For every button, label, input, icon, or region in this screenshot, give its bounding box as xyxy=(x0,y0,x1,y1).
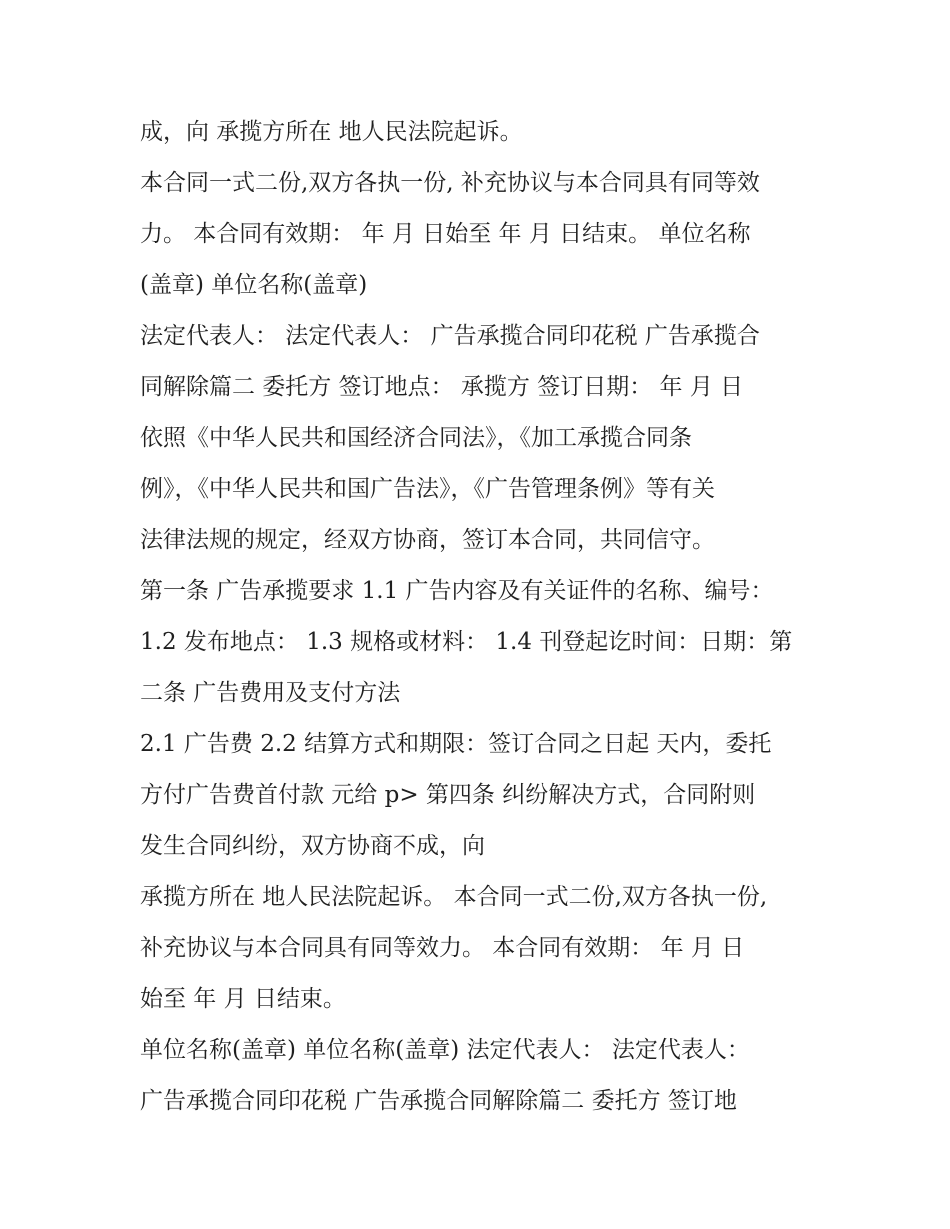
text-line: 成，向 承揽方所在 地人民法院起诉。 xyxy=(140,119,523,145)
text-line: 例》，《中华人民共和国广告法》，《广告管理条例》等有关 xyxy=(140,476,715,502)
text-line: 二条 广告费用及支付方法 xyxy=(140,680,401,706)
text-line: 方付广告费首付款 元给 p> 第四条 纠纷解决方式，合同附则 xyxy=(140,782,756,808)
text-line: 补充协议与本合同具有同等效力。 本合同有效期： 年 月 日 xyxy=(140,935,745,961)
text-line: 法律法规的规定，经双方协商，签订本合同，共同信守。 xyxy=(140,527,715,553)
text-line: 2.1 广告费 2.2 结算方式和期限：签订合同之日起 天内，委托 xyxy=(140,731,772,757)
text-line: 本合同一式二份,双方各执一份, 补充协议与本合同具有同等效 xyxy=(140,170,760,196)
text-line: 力。 本合同有效期： 年 月 日始至 年 月 日结束。 单位名称 xyxy=(140,221,751,247)
text-line: (盖章) 单位名称(盖章) xyxy=(140,272,368,298)
text-line: 承揽方所在 地人民法院起诉。 本合同一式二份,双方各执一份, xyxy=(140,884,768,910)
text-line: 依照《中华人民共和国经济合同法》，《加工承揽合同条 xyxy=(140,425,692,451)
text-line: 发生合同纠纷，双方协商不成，向 xyxy=(140,833,485,859)
text-line: 始至 年 月 日结束。 xyxy=(140,986,346,1012)
text-line: 同解除篇二 委托方 签订地点： 承揽方 签订日期： 年 月 日 xyxy=(140,374,744,400)
text-line: 法定代表人： 法定代表人： 广告承揽合同印花税 广告承揽合 xyxy=(140,323,760,349)
document-body xyxy=(140,107,830,1127)
text-line: 1.2 发布地点： 1.3 规格或材料： 1.4 刊登起讫时间：日期：第 xyxy=(140,629,793,655)
text-line: 第一条 广告承揽要求 1.1 广告内容及有关证件的名称、编号： xyxy=(140,578,774,604)
text-line: 单位名称(盖章) 单位名称(盖章) 法定代表人： 法定代表人： xyxy=(140,1037,750,1063)
text-line: 广告承揽合同印花税 广告承揽合同解除篇二 委托方 签订地 xyxy=(140,1088,737,1114)
